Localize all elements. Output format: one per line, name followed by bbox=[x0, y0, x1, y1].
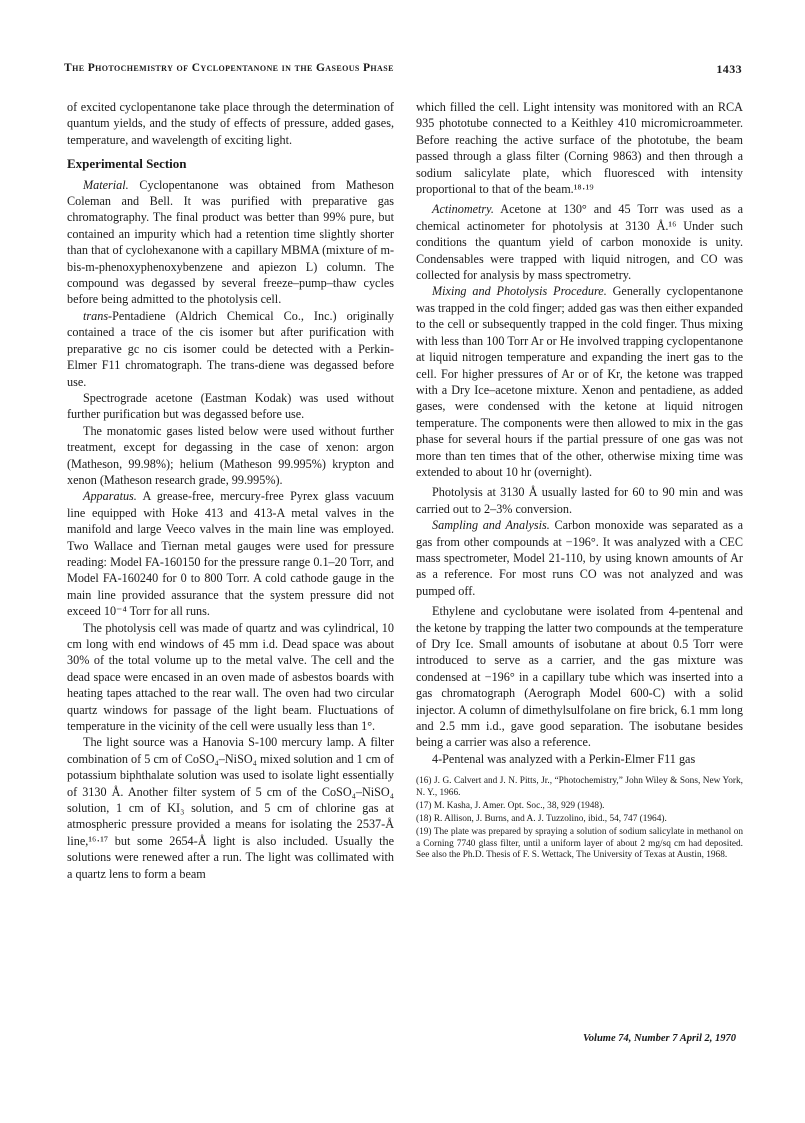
pentenal-paragraph: 4-Pentenal was analyzed with a Perkin-Elmer F11 gas bbox=[432, 751, 696, 766]
mixing-text: Generally cyclopentanone was trapped in the cold finger; added gas was then either expanded to the cell or subsequently trapped in the cold finger. Thus mixing with less than 100 Torr Ar or He involved trapping cyclopentanone at liquid nitrogen temperature and expanding the inert gas to the cell. For higher pressures of Ar or of Kr, the ketone was trapped with a Dry Ice–acetone mixture. Xenon and pentadiene, as added gases, were condensed with the ketone at liquid nitrogen temperature. The components were then allowed to mix in the gas phase for several hours if the partial pressure of one gas was not more than ten times that of the other, otherwise mixing time was extended to about 10 hr (overnight). bbox=[416, 284, 743, 479]
pentadiene-paragraph bbox=[67, 308, 394, 390]
intro-paragraph: of excited cyclopentanone take place through the determination of quantum yields, and the study of effects of pressure, added gases, temperature, and wavelength of exciting light. bbox=[67, 100, 394, 147]
material-paragraph bbox=[67, 177, 394, 308]
apparatus-text: A grease-free, mercury-free Pyrex glass vacuum line equipped with Hoke 413 and 413-A metal valves in the manifold and large Veeco valves in the main line was employed. Two Wallace and Tiernan metal gauges were used for pressure reading: Model FA-160150 for the pressure range 0.1–20 Torr, and Model FA-160240 for 0 to 800 Torr. A cold cathode gauge in the main line provided assurance that the system pressure did not exceed 10⁻⁴ Torr for all runs. bbox=[67, 489, 395, 619]
material-label: Material. bbox=[83, 177, 129, 192]
ethylene-paragraph: Ethylene and cyclobutane were isolated from 4-pentenal and the ketone by trapping the latter two compounds at the temperature of Dry Ice. Small amounts of isobutane at about 0.5 Torr were introduced to serve as a carrier, and the gas mixture was condensed at −196° in a capillary tube which was inserted into a gas chromatograph (Aerograph Model 600-C) with a solid injector. A column of dimethylsulfolane on fire brick, 6.1 mm long and 2.5 mm i.d., gave good separation. The isobutane besides being a carrier was also a reference. bbox=[416, 604, 743, 750]
mixing-label: Mixing and Photolysis Procedure. bbox=[432, 284, 607, 299]
running-title: The Photochemistry of Cyclopentanone in the Gaseous Phase bbox=[64, 62, 394, 74]
sampling-label: Sampling and Analysis. bbox=[432, 518, 550, 533]
actinometry-text: Acetone at 130° and 45 Torr was used as a chemical actinometer for photolysis at 3130 Å.¹⁶ Under such conditions the quantum yield of carbon monoxide is unity. Condensables were trapped with liquid nitrogen, and CO was collected for analysis by mass spectrometry. bbox=[416, 202, 743, 283]
sampling-text: Carbon monoxide was separated as a gas from other compounds at −196°. It was analyzed with a CEC mass spectrometer, Model 21-110, by using known amounts of Ar as a reference. For most runs CO was not analyzed and was pumped off. bbox=[416, 518, 744, 598]
mixing-paragraph bbox=[416, 283, 743, 480]
monatomic-gases-paragraph: The monatomic gases listed below were used without further treatment, except for degassing in the case of xenon: argon (Matheson, 99.98%); helium (Matheson 99.995%) krypton and xenon (Matheson research grade, 99.995%). bbox=[67, 423, 394, 487]
acetone-paragraph: Spectrograde acetone (Eastman Kodak) was used without further purification but was degassed before use. bbox=[67, 390, 394, 422]
photolysis-duration-paragraph: Photolysis at 3130 Å usually lasted for 60 to 90 min and was carried out to 2–3% conversion. bbox=[416, 485, 743, 516]
footnote: (19) The plate was prepared by spraying a solution of sodium salicylate in methanol on a Corning 7740 glass filter, until a uniform layer of about 2 mg/sq cm had deposited. See also the Ph.D. Thesis of F. S. Wettack, The University of Texas at Austin, 1968. bbox=[416, 827, 743, 861]
right-column bbox=[416, 99, 743, 863]
footnote: (17) M. Kasha, J. Amer. Opt. Soc., 38, 929 (1948). bbox=[416, 800, 605, 811]
material-text: Cyclopentanone was obtained from Matheson Coleman and Bell. It was purified with preparative gas chromatography. The final product was better than 99% pure, but contained an impurity which had a retention time slightly shorter than that of cyclohexanone with a capillary MBMA (mixture of m-bis-m-phenoxyphenoxybenzene and apiezon L) column. The compound was degassed by several freeze–pump–thaw cycles before being admitted to the photolysis cell. bbox=[67, 177, 394, 307]
actinometry-paragraph bbox=[416, 201, 743, 283]
journal-footer: Volume 74, Number 7 April 2, 1970 bbox=[582, 1033, 736, 1044]
apparatus-label: Apparatus. bbox=[83, 489, 137, 504]
photolysis-cell-paragraph: The photolysis cell was made of quartz and was cylindrical, 10 cm long with end windows of 45 mm i.d. Dead space was about 30% of the total volume up to the metal valve. The cell and the dead space were encased in an oven made of asbestos boards with heating tapes attached to the rear wall. The oven had two circular quartz windows for passage of the light beam. Fluctuations of temperature in the vicinity of the cell were usually less than 1°. bbox=[67, 620, 394, 734]
footnote: (16) J. G. Calvert and J. N. Pitts, Jr., “Photochemistry,” John Wiley & Sons, New York, N. Y., 1966. bbox=[416, 776, 743, 798]
footnote: (18) R. Allison, J. Burns, and A. J. Tuzzolino, ibid., 54, 747 (1964). bbox=[416, 814, 667, 825]
pentadiene-label: trans- bbox=[83, 308, 113, 323]
apparatus-paragraph bbox=[67, 488, 394, 619]
pentadiene-text: Pentadiene (Aldrich Chemical Co., Inc.) originally contained a trace of the cis isomer but after purification with preparative gc no cis isomer could be detected with a Perkin-Elmer F11 chromatograph. The trans-diene was degassed before use. bbox=[67, 308, 394, 389]
running-header bbox=[64, 62, 742, 74]
continued-paragraph: which filled the cell. Light intensity was monitored with an RCA 935 phototube connected to a Keithley 410 micromicroammeter. Before reaching the active surface of the phototube, the beam passed through a glass filter (Corning 9863) and then through a sodium salicylate plate, which fluoresced with intensity proportional to that of the beam.¹⁸·¹⁹ bbox=[416, 100, 743, 197]
actinometry-label: Actinometry. bbox=[432, 202, 494, 217]
footnotes bbox=[416, 776, 743, 861]
left-column bbox=[67, 99, 394, 882]
section-heading: Experimental Section bbox=[67, 156, 187, 172]
light-source-paragraph: The light source was a Hanovia S-100 mercury lamp. A filter combination of 5 cm of CoSO₄–NiSO₄ mixed solution and 1 cm of potassium biphthalate solution was used to isolate light essentially of 3130 Å. Another filter system of 5 cm of the CoSO₄–NiSO₄ solution, 1 cm of KI₃ solution, and 5 cm of chlorine gas at atmospheric pressure provided a means for isolating the 2537-Å line,¹⁶·¹⁷ but some 2654-Å light is also included. Usually the solutions were renewed after a run. The light was collimated with a quartz lens to form a beam bbox=[67, 735, 394, 881]
page-number: 1433 bbox=[716, 62, 742, 76]
sampling-paragraph bbox=[416, 517, 743, 599]
